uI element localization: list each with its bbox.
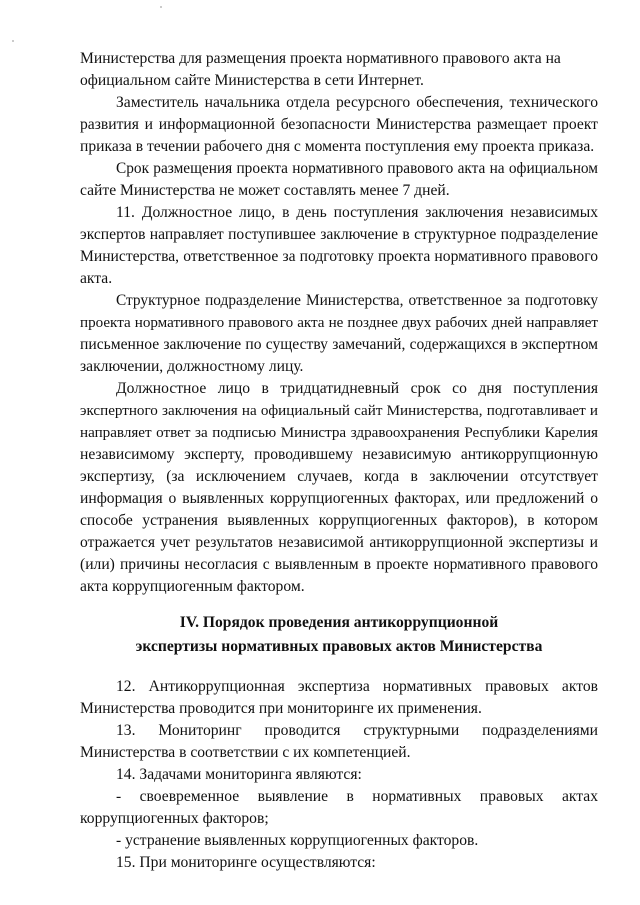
- text-line: экспертов направляет поступившее заключение в структурное подразделение: [80, 226, 598, 243]
- text-line: информация о выявленных коррупциогенных факторах, или предложений о: [80, 490, 598, 507]
- text-line: Структурное подразделение Министерства, ответственное за подготовку: [116, 292, 598, 309]
- text-line: Министерства для размещения проекта нормативного правового акта на: [80, 50, 561, 67]
- text-line: 11. Должностное лицо, в день поступления заключения независимых: [116, 204, 598, 221]
- text-line: развития и информационной безопасности Министерства размещает проект: [80, 116, 598, 133]
- text-line: официальном сайте Министерства в сети Интернет.: [80, 72, 424, 89]
- text-line: - своевременное выявление в нормативных правовых актах: [116, 788, 598, 805]
- scan-speck: [160, 6, 162, 8]
- text-line: экспертного заключения на официальный сайт Министерства, подготавливает и: [80, 403, 598, 419]
- text-line: отражается учет результатов независимой антикоррупционной экспертизы и: [80, 534, 598, 551]
- text-line: 14. Задачами мониторинга являются:: [116, 766, 362, 783]
- text-line: Заместитель начальника отдела ресурсного обеспечения, технического: [116, 94, 598, 111]
- text-line: Министерства проводится при мониторинге их применения.: [80, 700, 482, 717]
- text-line: независимому эксперту, проводившему независимую антикоррупционную: [80, 446, 598, 463]
- text-line: Министерства в соответствии с их компетенцией.: [80, 744, 411, 761]
- text-line: направляет ответ за подписью Министра здравоохранения Республики Карелия: [80, 425, 598, 441]
- text-line: экспертизу, (за исключением случаев, когда в заключении отсутствует: [80, 468, 598, 485]
- text-line: сайте Министерства не может составлять менее 7 дней.: [80, 182, 450, 199]
- text-line: коррупциогенных факторов;: [80, 810, 269, 827]
- text-line: 12. Антикоррупционная экспертиза нормативных правовых актов: [116, 678, 598, 695]
- text-line: заключении, должностному лицу.: [80, 358, 304, 375]
- text-line: письменное заключение по существу замечаний, содержащихся в экспертном: [80, 336, 598, 353]
- section-heading-line: экспертизы нормативных правовых актов Министерства: [135, 638, 543, 655]
- text-line: 13. Мониторинг проводится структурными подразделениями: [116, 722, 598, 739]
- text-line: акта.: [80, 270, 113, 287]
- text-line: проекта нормативного правового акта не позднее двух рабочих дней направляет: [80, 315, 598, 331]
- text-line: способе устранения выявленных коррупциогенных факторов), в котором: [80, 512, 598, 529]
- text-line: приказа в течении рабочего дня с момента поступления ему проекта приказа.: [80, 138, 595, 155]
- text-line: Срок размещения проекта нормативного правового акта на официальном: [116, 160, 598, 177]
- scan-speck: [12, 40, 14, 42]
- text-line: акта коррупциогенным фактором.: [80, 578, 305, 595]
- text-line: 15. При мониторинге осуществляются:: [116, 854, 376, 871]
- text-line: (или) причины несогласия с выявленным в проекте нормативного правового: [80, 556, 598, 573]
- text-line: Министерства, ответственное за подготовку проекта нормативного правового: [80, 248, 598, 265]
- text-line: - устранение выявленных коррупциогенных факторов.: [116, 832, 479, 849]
- text-line: Должностное лицо в тридцатидневный срок со дня поступления: [116, 380, 598, 397]
- section-heading-line: IV. Порядок проведения антикоррупционной: [179, 614, 499, 631]
